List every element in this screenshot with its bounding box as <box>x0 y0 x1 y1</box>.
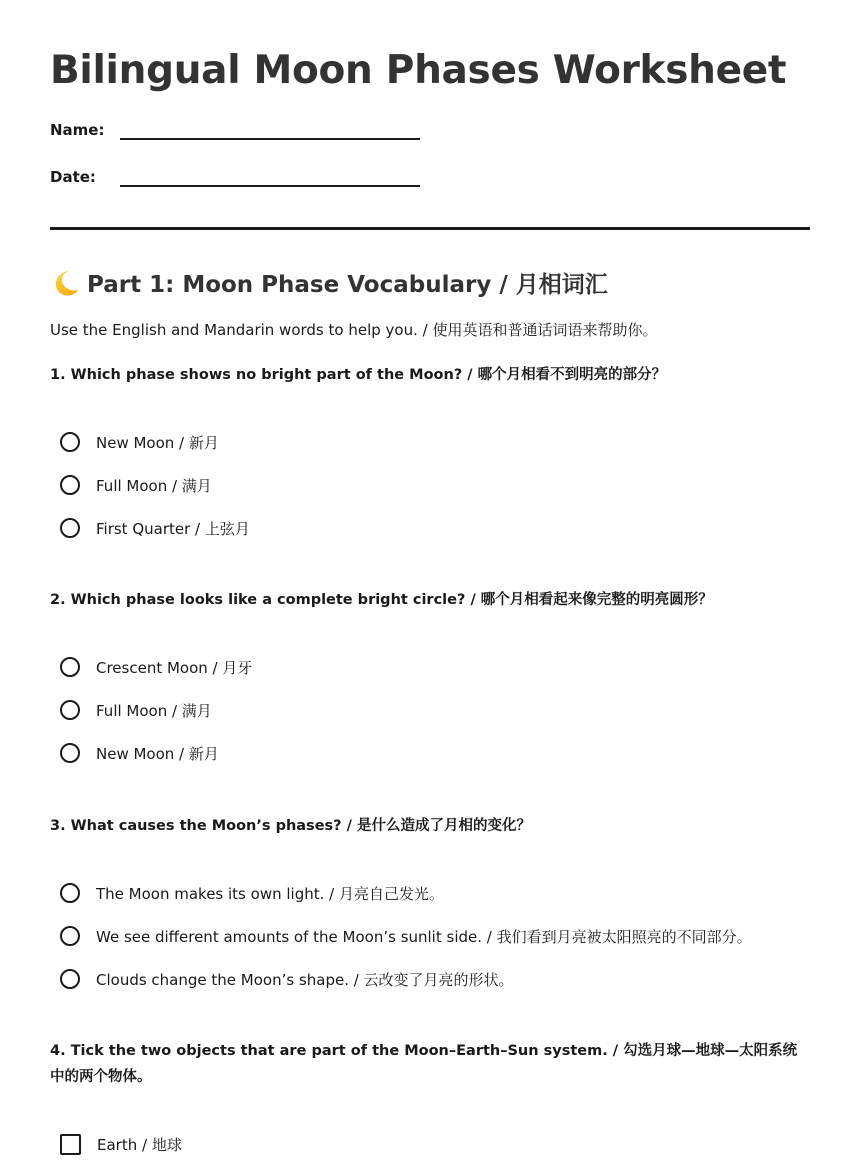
q2-option-2[interactable] <box>60 697 212 723</box>
q1-option-3[interactable] <box>60 515 250 541</box>
option-label: New Moon / 新月 <box>96 433 219 452</box>
date-field <box>50 168 450 198</box>
q1-option-1[interactable] <box>60 429 219 455</box>
question-4: 4. Tick the two objects that are part of the Moon–Earth–Sun system. / 勾选月球—地球—太阳系统中的两个物体。 <box>50 1043 798 1085</box>
question-3: 3. What causes the Moon’s phases? / 是什么造成了月相的变化？ <box>50 818 531 834</box>
section-title <box>50 266 608 299</box>
option-label: New Moon / 新月 <box>96 744 219 763</box>
option-label: Crescent Moon / 月牙 <box>96 658 253 677</box>
option-label: First Quarter / 上弦月 <box>96 519 250 538</box>
option-label: Earth / 地球 <box>97 1135 182 1154</box>
option-label: The Moon makes its own light. / 月亮自己发光。 <box>96 884 444 903</box>
worksheet-title: Bilingual Moon Phases Worksheet <box>50 48 787 93</box>
q2-option-1[interactable] <box>60 654 252 680</box>
radio-button[interactable] <box>60 475 80 495</box>
q3-option-2[interactable] <box>60 923 752 949</box>
radio-button[interactable] <box>60 926 80 946</box>
section-title-text: Part 1: Moon Phase Vocabulary / 月相词汇 <box>87 272 608 298</box>
crescent-moon-icon <box>50 268 80 298</box>
date-label: Date: <box>50 168 96 186</box>
name-label: Name: <box>50 121 105 139</box>
question-2: 2. Which phase looks like a complete bright circle? / 哪个月相看起来像完整的明亮圆形？ <box>50 592 713 608</box>
option-label: Clouds change the Moon’s shape. / 云改变了月亮的形状。 <box>96 970 514 989</box>
q3-option-1[interactable] <box>60 880 444 906</box>
radio-button[interactable] <box>60 518 80 538</box>
radio-button[interactable] <box>60 432 80 452</box>
date-input[interactable] <box>120 185 420 187</box>
question-1: 1. Which phase shows no bright part of the Moon? / 哪个月相看不到明亮的部分？ <box>50 367 667 383</box>
instructions-text: Use the English and Mandarin words to help you. / 使用英语和普通话词语来帮助你。 <box>50 321 658 339</box>
q4-option-1[interactable] <box>60 1131 182 1157</box>
q1-option-2[interactable] <box>60 472 212 498</box>
radio-button[interactable] <box>60 700 80 720</box>
option-label: Full Moon / 满月 <box>96 476 212 495</box>
q3-option-3[interactable] <box>60 966 514 992</box>
option-label: We see different amounts of the Moon’s sunlit side. / 我们看到月亮被太阳照亮的不同部分。 <box>96 927 752 946</box>
radio-button[interactable] <box>60 743 80 763</box>
option-label: Full Moon / 满月 <box>96 701 212 720</box>
radio-button[interactable] <box>60 969 80 989</box>
header-divider <box>50 227 810 230</box>
name-field <box>50 121 450 151</box>
radio-button[interactable] <box>60 883 80 903</box>
radio-button[interactable] <box>60 657 80 677</box>
checkbox[interactable] <box>60 1134 81 1155</box>
q2-option-3[interactable] <box>60 740 219 766</box>
name-input[interactable] <box>120 138 420 140</box>
